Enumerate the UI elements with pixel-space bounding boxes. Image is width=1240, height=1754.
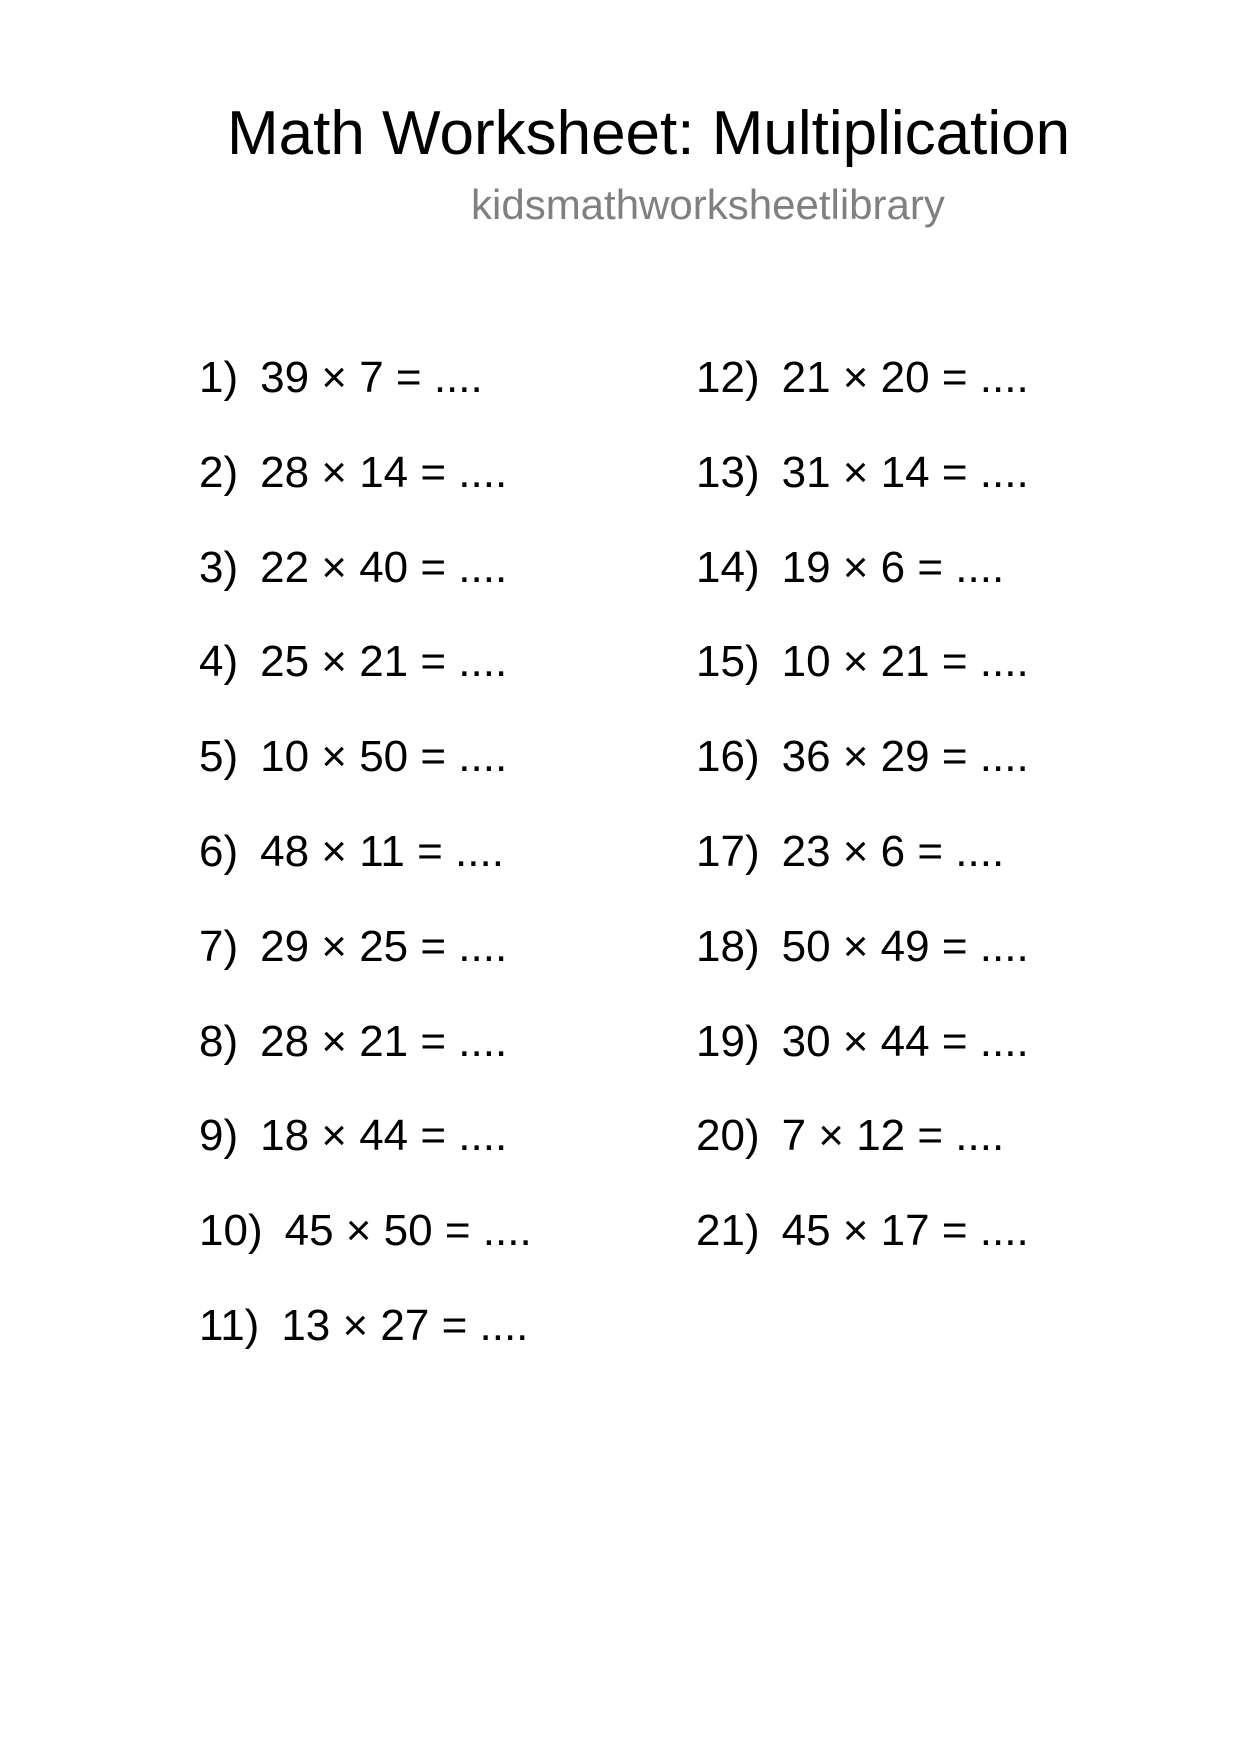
problem-expression: 29 × 25 = .... <box>260 921 508 971</box>
problem-number: 14) <box>696 542 760 592</box>
problem-item <box>696 731 1029 783</box>
problem-expression: 18 × 44 = .... <box>260 1111 508 1161</box>
problem-item <box>696 542 1004 594</box>
problem-item <box>199 447 507 499</box>
problem-number: 15) <box>696 637 760 687</box>
problem-item <box>199 731 507 783</box>
problem-expression: 30 × 44 = .... <box>781 1016 1029 1066</box>
problem-number: 10) <box>199 1206 263 1256</box>
problem-item <box>199 1110 507 1162</box>
problem-item <box>696 352 1029 404</box>
problem-item <box>199 542 507 594</box>
worksheet-title: Math Worksheet: Multiplication <box>227 99 1071 168</box>
problem-item <box>696 1110 1004 1162</box>
problem-expression: 19 × 6 = .... <box>781 542 1005 592</box>
problem-expression: 23 × 6 = .... <box>781 827 1005 876</box>
problem-item <box>696 447 1029 499</box>
problem-item <box>696 636 1029 688</box>
problem-expression: 45 × 50 = .... <box>284 1206 532 1256</box>
problem-number: 3) <box>199 542 239 592</box>
problem-number: 20) <box>696 1111 760 1161</box>
problem-number: 1) <box>199 353 239 402</box>
problem-number: 21) <box>696 1206 760 1256</box>
problem-number: 4) <box>199 637 239 687</box>
problem-item <box>199 352 483 404</box>
problem-expression: 48 × 11 = .... <box>260 827 504 876</box>
problem-expression: 36 × 29 = .... <box>781 732 1029 782</box>
problem-item <box>696 921 1029 973</box>
problem-number: 12) <box>696 353 760 402</box>
problem-item <box>696 826 1004 878</box>
problem-expression: 28 × 14 = .... <box>260 447 508 497</box>
problem-number: 11) <box>199 1301 260 1350</box>
problem-number: 17) <box>696 827 760 876</box>
problem-expression: 21 × 20 = .... <box>781 353 1029 402</box>
problem-expression: 39 × 7 = .... <box>260 353 483 402</box>
problem-number: 19) <box>696 1016 760 1066</box>
problem-expression: 10 × 21 = .... <box>781 637 1029 687</box>
worksheet-subtitle: kidsmathworksheetlibrary <box>471 181 945 228</box>
problem-item <box>199 1300 528 1352</box>
problem-number: 8) <box>199 1016 239 1066</box>
problem-item <box>696 1016 1029 1068</box>
problem-expression: 28 × 21 = .... <box>260 1016 508 1066</box>
problem-item <box>199 1205 532 1257</box>
problem-number: 5) <box>199 732 239 782</box>
problem-item <box>696 1205 1029 1257</box>
problem-item <box>199 921 507 973</box>
problem-expression: 10 × 50 = .... <box>260 732 508 782</box>
problem-expression: 25 × 21 = .... <box>260 637 508 687</box>
problem-number: 16) <box>696 732 760 782</box>
problem-number: 2) <box>199 447 239 497</box>
problem-item <box>199 636 507 688</box>
problem-expression: 7 × 12 = .... <box>781 1111 1005 1161</box>
problem-number: 7) <box>199 921 239 971</box>
problem-expression: 45 × 17 = .... <box>781 1206 1029 1256</box>
problem-expression: 31 × 14 = .... <box>781 447 1029 497</box>
problem-number: 13) <box>696 447 760 497</box>
problem-expression: 13 × 27 = .... <box>281 1301 529 1350</box>
problem-number: 18) <box>696 921 760 971</box>
problem-item <box>199 826 504 878</box>
problem-number: 6) <box>199 827 239 876</box>
problem-item <box>199 1016 507 1068</box>
problem-number: 9) <box>199 1111 239 1161</box>
problem-expression: 50 × 49 = .... <box>781 921 1029 971</box>
problem-expression: 22 × 40 = .... <box>260 542 508 592</box>
